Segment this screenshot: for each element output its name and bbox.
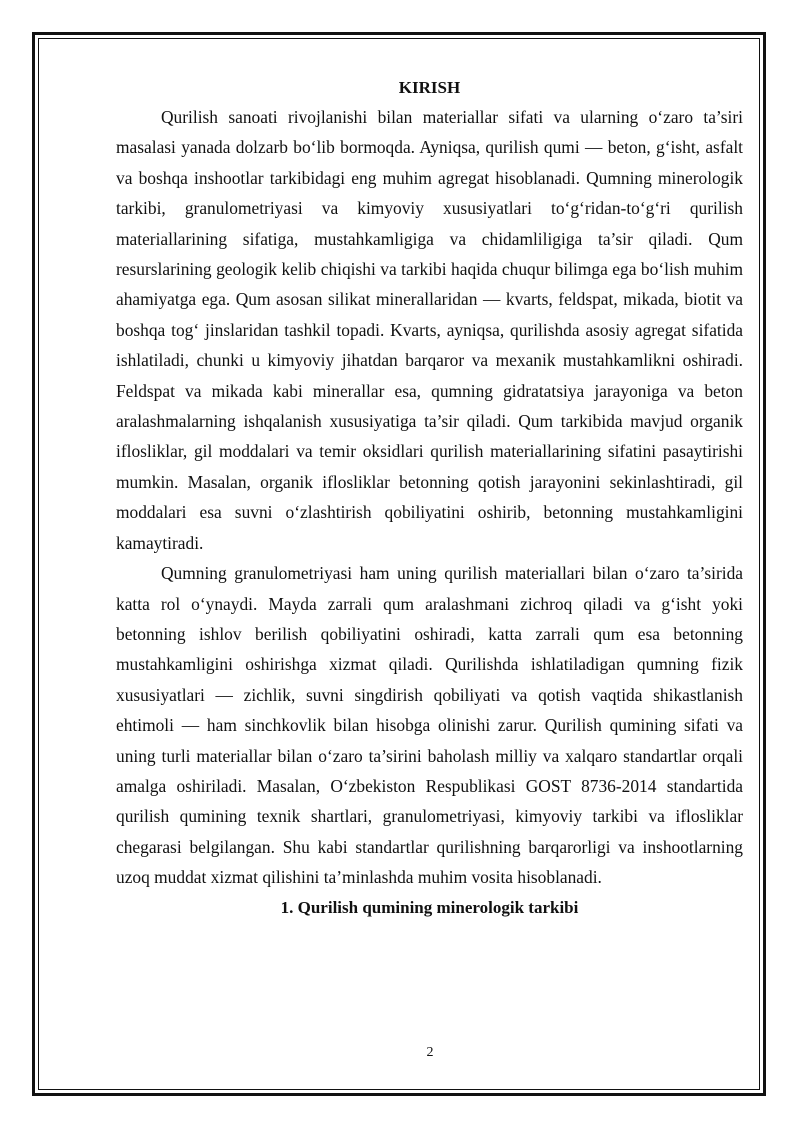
paragraph-intro: Qurilish sanoati rivojlanishi bilan materiallar sifati va ularning o‘zaro ta’siri masalasi yanada dolzarb bo‘lib bormoqda. Ayniqsa, qurilish qumi — beton, g‘isht, asfalt va boshqa inshootlar tarkibidagi eng muhim agregat hisoblanadi. Qumning minerologik tarkibi, granulometriyasi va kimyoviy xususiyatlari to‘g‘ridan-to‘g‘ri qurilish materiallarining sifatiga, mustahkamligiga va chidamliligiga ta’sir qiladi. Qum resurslarining geologik kelib chiqishi va tarkibi haqida chuqur bilimga ega bo‘lish muhim ahamiyatga ega. Qum asosan silikat minerallaridan — kvarts, feldspat, mikada, biotit va boshqa tog‘ jinslaridan tashkil topadi. Kvarts, ayniqsa, qurilishda asosiy agregat sifatida ishlatiladi, chunki u kimyoviy jihatdan barqaror va mexanik mustahkamlikni oshiradi. Feldspat va mikada kabi minerallar esa, qumning gidratatsiya jarayoniga va beton aralashmalarning ishqalanish xususiyatiga ta’sir qiladi. Qum tarkibida mavjud organik iflosliklar, gil moddalari va temir oksidlari qurilish materiallarining sifatini pasaytirishi mumkin. Masalan, organik iflosliklar betonning qotish jarayonini sekinlashtiradi, gil moddalari esa suvni o‘zlashtirish qobiliyatini oshirib, betonning mustahkamligini kamaytiradi.	[116, 107, 743, 553]
document-body	[116, 74, 743, 923]
paragraph-granulometry: Qumning granulometriyasi ham uning qurilish materiallari bilan o‘zaro ta’sirida katta rol o‘ynaydi. Mayda zarrali qum aralashmani zichroq qiladi va g‘isht yoki betonning ishlov berilish qobiliyatini oshiradi, katta zarrali qum esa betonning mustahkamligini oshirishga xizmat qiladi. Qurilishda ishlatiladigan qumning fizik xususiyatlari — zichlik, suvni singdirish qobiliyati va qotish vaqtida shikastlanish ehtimoli — ham sinchkovlik bilan hisobga olinishi zarur. Qurilish qumining sifati va uning turli materiallar bilan o‘zaro ta’sirini baholash milliy va xalqaro standartlar orqali amalga oshiriladi. Masalan, O‘zbekiston Respublikasi GOST 8736-2014 standartida qurilish qumining texnik shartlari, granulometriyasi, kimyoviy tarkibi va iflosliklar chegarasi belgilangan. Shu kabi standartlar qurilishning barqarorligi va inshootlarning uzoq muddat xizmat qilishini ta’minlashda muhim vosita hisoblanadi.	[116, 563, 743, 888]
document-heading: KIRISH	[398, 78, 461, 97]
section-heading: 1. Qurilish qumining minerologik tarkibi	[280, 897, 579, 917]
page-number: 2	[426, 1045, 434, 1060]
